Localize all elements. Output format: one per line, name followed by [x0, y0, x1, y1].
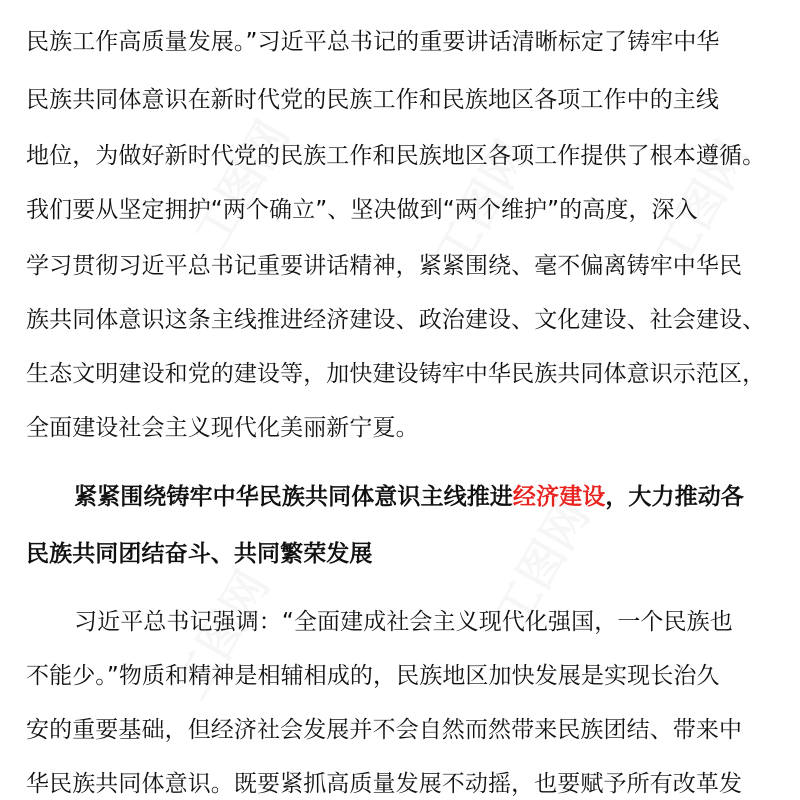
- paragraph-1-line: 我们要从坚定拥护“两个确立”、坚决做到“两个维护”的高度，深入: [26, 197, 698, 223]
- paragraph-1-line: 学习贯彻习近平总书记重要讲话精神，紧紧围绕、毫不偏离铸牢中华民: [26, 253, 743, 279]
- paragraph-1-line: 民族工作高质量发展。”习近平总书记的重要讲话清晰标定了铸牢中华: [26, 29, 720, 55]
- heading-highlight: 经济建设: [512, 484, 606, 510]
- section-heading-line-2: 民族共同团结奋斗、共同繁荣发展: [26, 541, 373, 567]
- heading-prefix: 紧紧围绕铸牢中华民族共同体意识主线推进: [74, 484, 513, 510]
- watermark: [176, 107, 302, 260]
- paragraph-1-line: 民族共同体意识在新时代党的民族工作和民族地区各项工作中的主线: [26, 87, 719, 113]
- paragraph-2-line: 华民族共同体意识。既要紧抓高质量发展不动摇，也要赋予所有改革发: [26, 771, 743, 797]
- heading-suffix: ，大力推动各: [605, 484, 744, 510]
- paragraph-1-line: 全面建设社会主义现代化美丽新宁夏。: [26, 415, 419, 441]
- paragraph-1-line: 地位，为做好新时代党的民族工作和民族地区各项工作提供了根本遵循。: [26, 143, 766, 169]
- paragraph-1-line: 生态文明建设和党的建设等，加快建设铸牢中华民族共同体意识示范区，: [26, 361, 766, 387]
- section-heading-line-1: [74, 482, 744, 512]
- paragraph-2-line: 安的重要基础，但经济社会发展并不会自然而然带来民族团结、带来中: [26, 717, 743, 743]
- paragraph-2-line: 习近平总书记强调：“全面建成社会主义现代化强国，一个民族也: [74, 609, 733, 635]
- paragraph-1-line: 族共同体意识这条主线推进经济建设、政治建设、文化建设、社会建设、: [26, 307, 766, 333]
- paragraph-2-line: 不能少。”物质和精神是相辅相成的，民族地区加快发展是实现长治久: [26, 663, 720, 689]
